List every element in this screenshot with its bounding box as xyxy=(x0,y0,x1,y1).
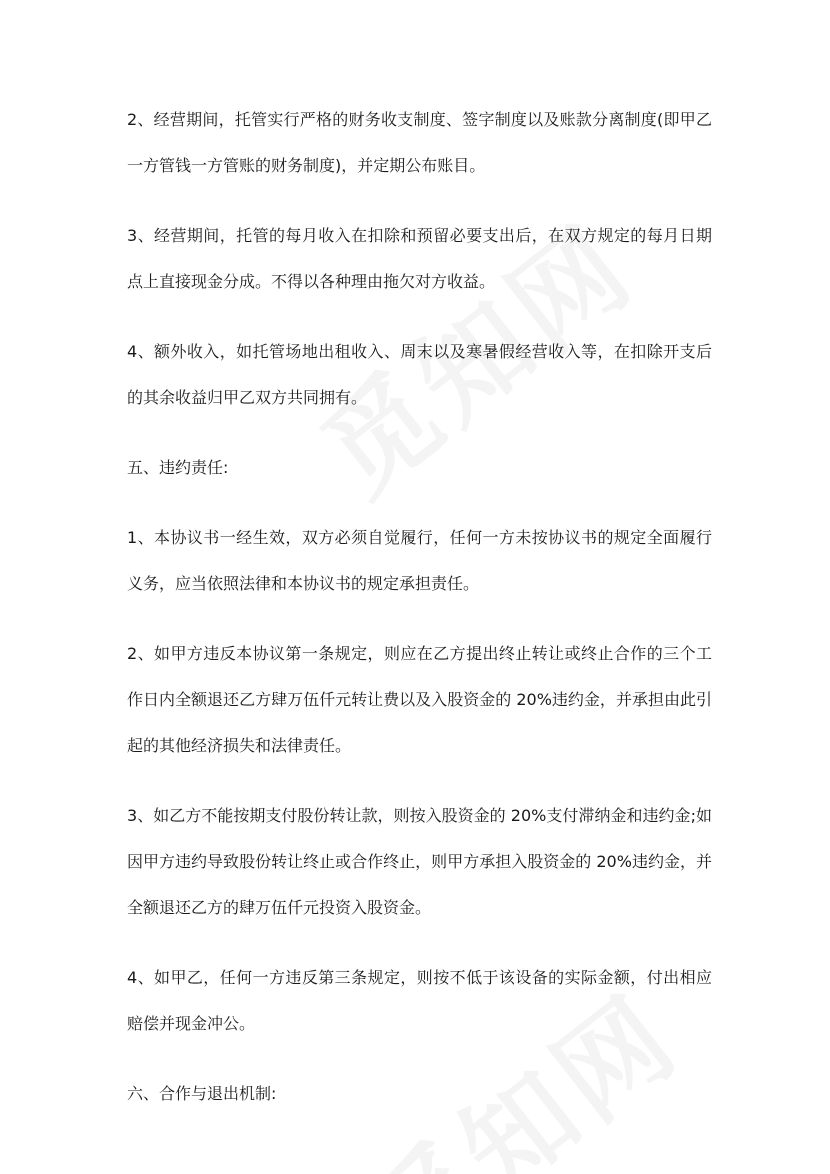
paragraph-4-extra-income: 4、额外收入，如托管场地出租收入、周末以及寒暑假经营收入等，在扣除开支后的其余收益归甲乙双方共同拥有。 xyxy=(127,342,712,407)
paragraph-breach-1: 1、本协议书一经生效，双方必须自觉履行，任何一方未按协议书的规定全面履行义务，应当依照法律和本协议书的规定承担责任。 xyxy=(127,528,712,593)
paragraph-breach-2: 2、如甲方违反本协议第一条规定，则应在乙方提出终止转让或终止合作的三个工作日内全额退还乙方肆万伍仟元转让费以及入股资金的 20%违约金，并承担由此引起的其他经济损失和法律责任。 xyxy=(127,644,712,755)
paragraph-3-monthly-income: 3、经营期间，托管的每月收入在扣除和预留必要支出后，在双方规定的每月日期点上直接现金分成。不得以各种理由拖欠对方收益。 xyxy=(127,226,712,291)
paragraph-2-finance-system: 2、经营期间，托管实行严格的财务收支制度、签字制度以及账款分离制度(即甲乙一方管钱一方管账的财务制度)，并定期公布账目。 xyxy=(127,110,712,175)
document-body xyxy=(127,97,712,1141)
section-heading-cooperation-exit: 六、合作与退出机制: xyxy=(127,1084,277,1103)
section-heading-breach-liability: 五、违约责任: xyxy=(127,458,229,477)
paragraph-breach-4: 4、如甲乙，任何一方违反第三条规定，则按不低于该设备的实际金额，付出相应赔偿并现金冲公。 xyxy=(127,968,712,1033)
paragraph-breach-3: 3、如乙方不能按期支付股份转让款，则按入股资金的 20%支付滞纳金和违约金;如因甲方违约导致股份转让终止或合作终止，则甲方承担入股资金的 20%违约金，并全额退还乙方的肆万伍仟元投资入股资金。 xyxy=(127,806,712,917)
